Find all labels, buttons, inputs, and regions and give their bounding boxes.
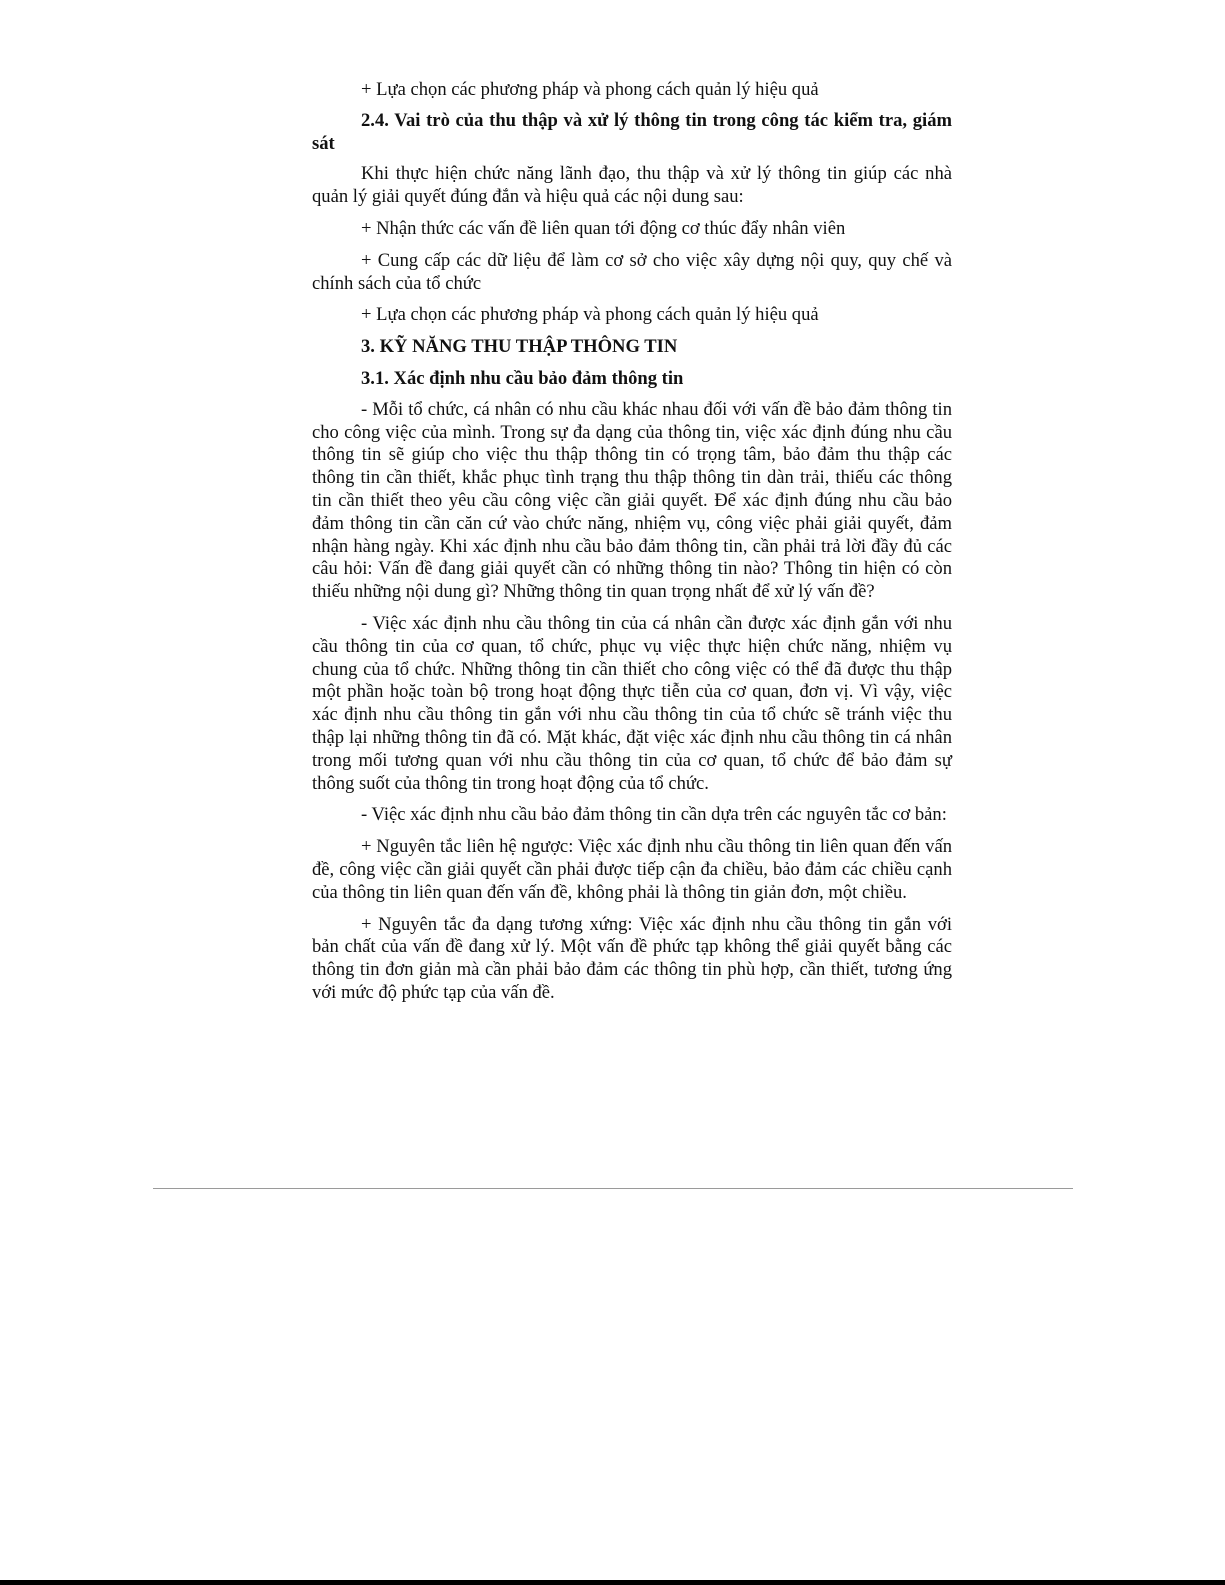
bullet-paragraph: + Nhận thức các vấn đề liên quan tới động cơ thúc đẩy nhân viên bbox=[361, 217, 846, 239]
bullet-paragraph: + Lựa chọn các phương pháp và phong cách quản lý hiệu quả bbox=[361, 304, 819, 326]
section-heading-3-1: 3.1. Xác định nhu cầu bảo đảm thông tin bbox=[361, 367, 684, 389]
section-heading-3: 3. KỸ NĂNG THU THẬP THÔNG TIN bbox=[361, 336, 678, 358]
body-paragraph: - Việc xác định nhu cầu thông tin của cá nhân cần được xác định gắn với nhu cầu thông tin của cơ quan, tổ chức, phục vụ việc thực hiện chức năng, nhiệm vụ chung của tổ chức. Những thông tin cần thiết cho công việc có thể đã được thu thập một phần hoặc toàn bộ trong hoạt động thực tiễn của cơ quan, đơn vị. Vì vậy, việc xác định nhu cầu thông tin gắn với nhu cầu thông tin của tổ chức sẽ tránh việc thu thập lại những thông tin đã có. Mặt khác, đặt việc xác định nhu cầu thông tin cá nhân trong mối tương quan với nhu cầu thông tin của cơ quan, tổ chức để bảo đảm sự thông suốt của thông tin trong hoạt động của tổ chức. bbox=[312, 612, 952, 794]
body-paragraph: Khi thực hiện chức năng lãnh đạo, thu thập và xử lý thông tin giúp các nhà quản lý giải quyết đúng đắn và hiệu quả các nội dung sau: bbox=[312, 163, 952, 208]
bullet-paragraph: + Nguyên tắc liên hệ ngược: Việc xác định nhu cầu thông tin liên quan đến vấn đề, công việc cần giải quyết cần phải được tiếp cận đa chiều, bảo đảm các chiều cạnh của thông tin liên quan đến vấn đề, không phải là thông tin giản đơn, một chiều. bbox=[312, 836, 952, 903]
body-paragraph: - Việc xác định nhu cầu bảo đảm thông tin cần dựa trên các nguyên tắc cơ bản: bbox=[361, 804, 947, 826]
bullet-paragraph: + Cung cấp các dữ liệu để làm cơ sở cho việc xây dựng nội quy, quy chế và chính sách của tổ chức bbox=[312, 249, 952, 294]
bullet-paragraph: + Nguyên tắc đa dạng tương xứng: Việc xác định nhu cầu thông tin gắn với bản chất của vấn đề đang xử lý. Một vấn đề phức tạp không thể giải quyết bằng các thông tin đơn giản mà cần phải bảo đảm các thông tin phù hợp, cần thiết, tương ứng với mức độ phức tạp của vấn đề. bbox=[312, 913, 952, 1003]
bullet-paragraph: + Lựa chọn các phương pháp và phong cách quản lý hiệu quả bbox=[361, 79, 819, 100]
page-content bbox=[312, 79, 952, 1014]
body-paragraph: - Mỗi tổ chức, cá nhân có nhu cầu khác nhau đối với vấn đề bảo đảm thông tin cho công việc của mình. Trong sự đa dạng của thông tin, việc xác định đúng nhu cầu thông tin sẽ giúp cho việc thu thập thông tin có trọng tâm, bảo đảm thu thập các thông tin cần thiết, khắc phục tình trạng thu thập thông tin dàn trải, thiếu các thông tin cần thiết theo yêu cầu công việc cần giải quyết. Để xác định đúng nhu cầu bảo đảm thông tin cần căn cứ vào chức năng, nhiệm vụ, công việc phải giải quyết, đảm nhận hàng ngày. Khi xác định nhu cầu bảo đảm thông tin, cần phải trả lời đầy đủ các câu hỏi: Vấn đề đang giải quyết cần có những thông tin nào? Thông tin hiện có còn thiếu những nội dung gì? Những thông tin quan trọng nhất để xử lý vấn đề? bbox=[312, 398, 952, 603]
section-heading-2-4: 2.4. Vai trò của thu thập và xử lý thông tin trong công tác kiểm tra, giám sát bbox=[312, 109, 952, 154]
page-divider bbox=[153, 1188, 1073, 1189]
bottom-border bbox=[0, 1580, 1225, 1585]
